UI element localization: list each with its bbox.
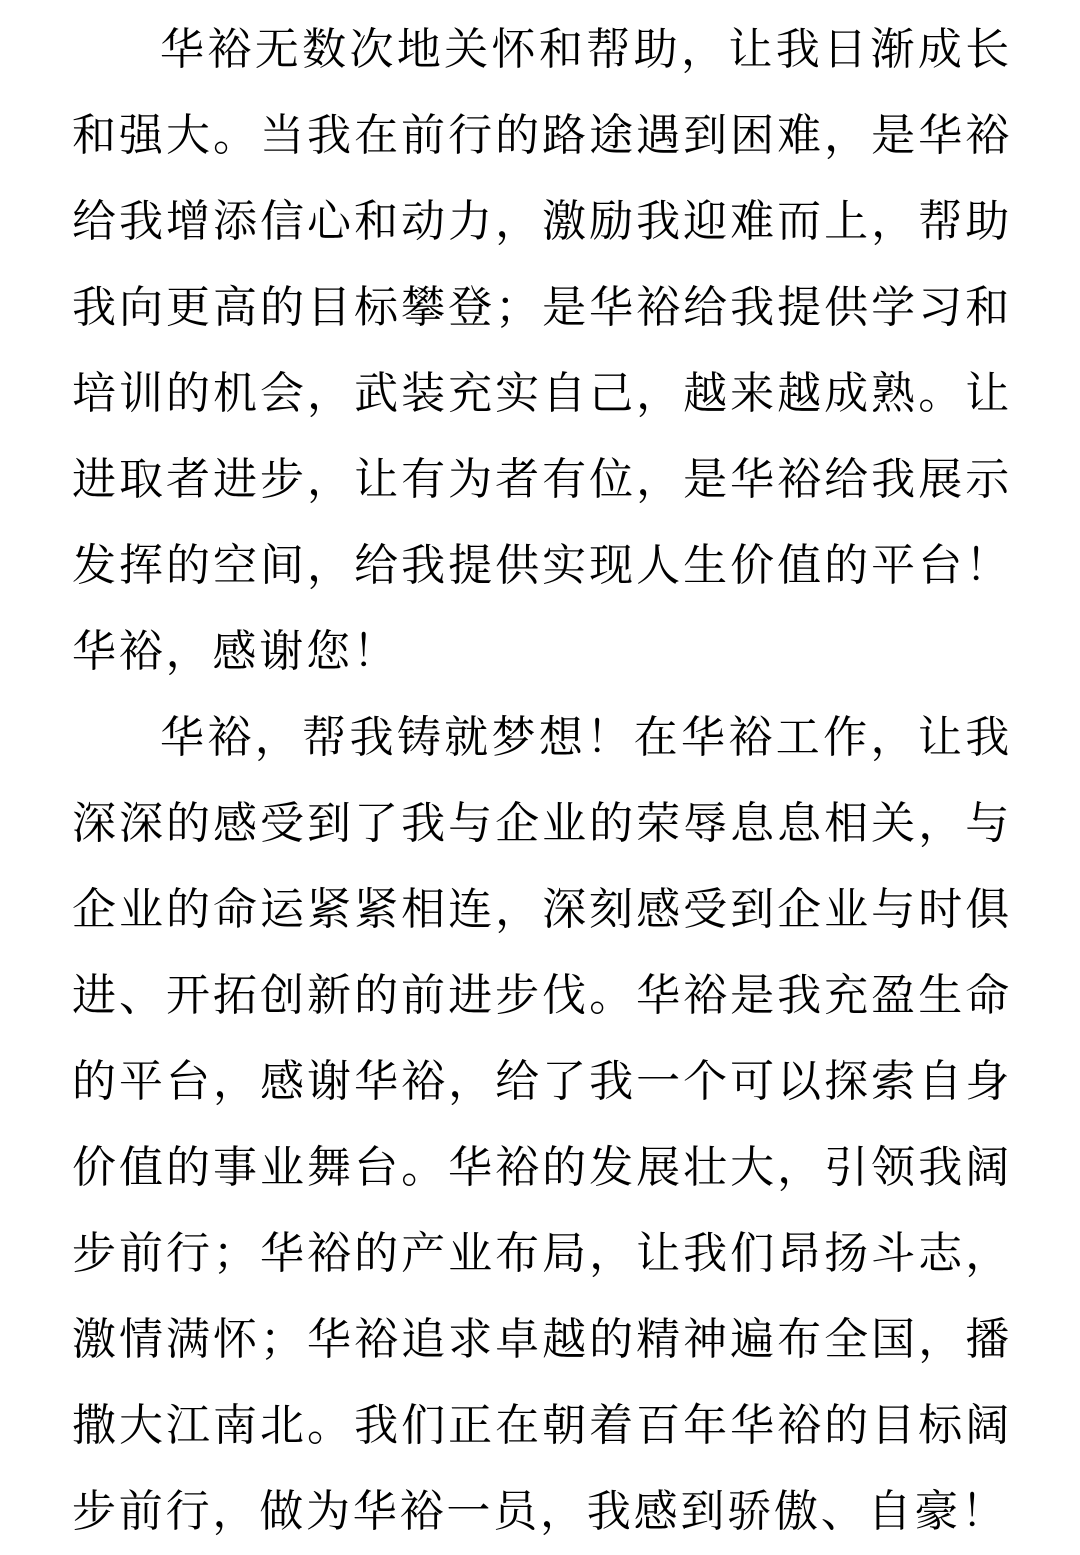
paragraph-gratitude: 华裕无数次地关怀和帮助，让我日渐成长和强大。当我在前行的路途遇到困难，是华裕给我增添信心和动力，激励我迎难而上，帮助我向更高的目标攀登；是华裕给我提供学习和培训的机会，武装充实自己，越来越成熟。让进取者进步，让有为者有位，是华裕给我展示发挥的空间，给我提供实现人生价值的平台！华裕，感谢您！ [72,25,1012,676]
paragraph-dream: 华裕，帮我铸就梦想！在华裕工作，让我深深的感受到了我与企业的荣辱息息相关，与企业的命运紧紧相连，深刻感受到企业与时俱进、开拓创新的前进步伐。华裕是我充盈生命的平台，感谢华裕，给了我一个可以探索自身价值的事业舞台。华裕的发展壮大，引领我阔步前行；华裕的产业布局，让我们昂扬斗志，激情满怀；华裕追求卓越的精神遍布全国，播撒大江南北。我们正在朝着百年华裕的目标阔步前行，做为华裕一员，我感到骄傲、自豪！ [72,713,1012,1536]
